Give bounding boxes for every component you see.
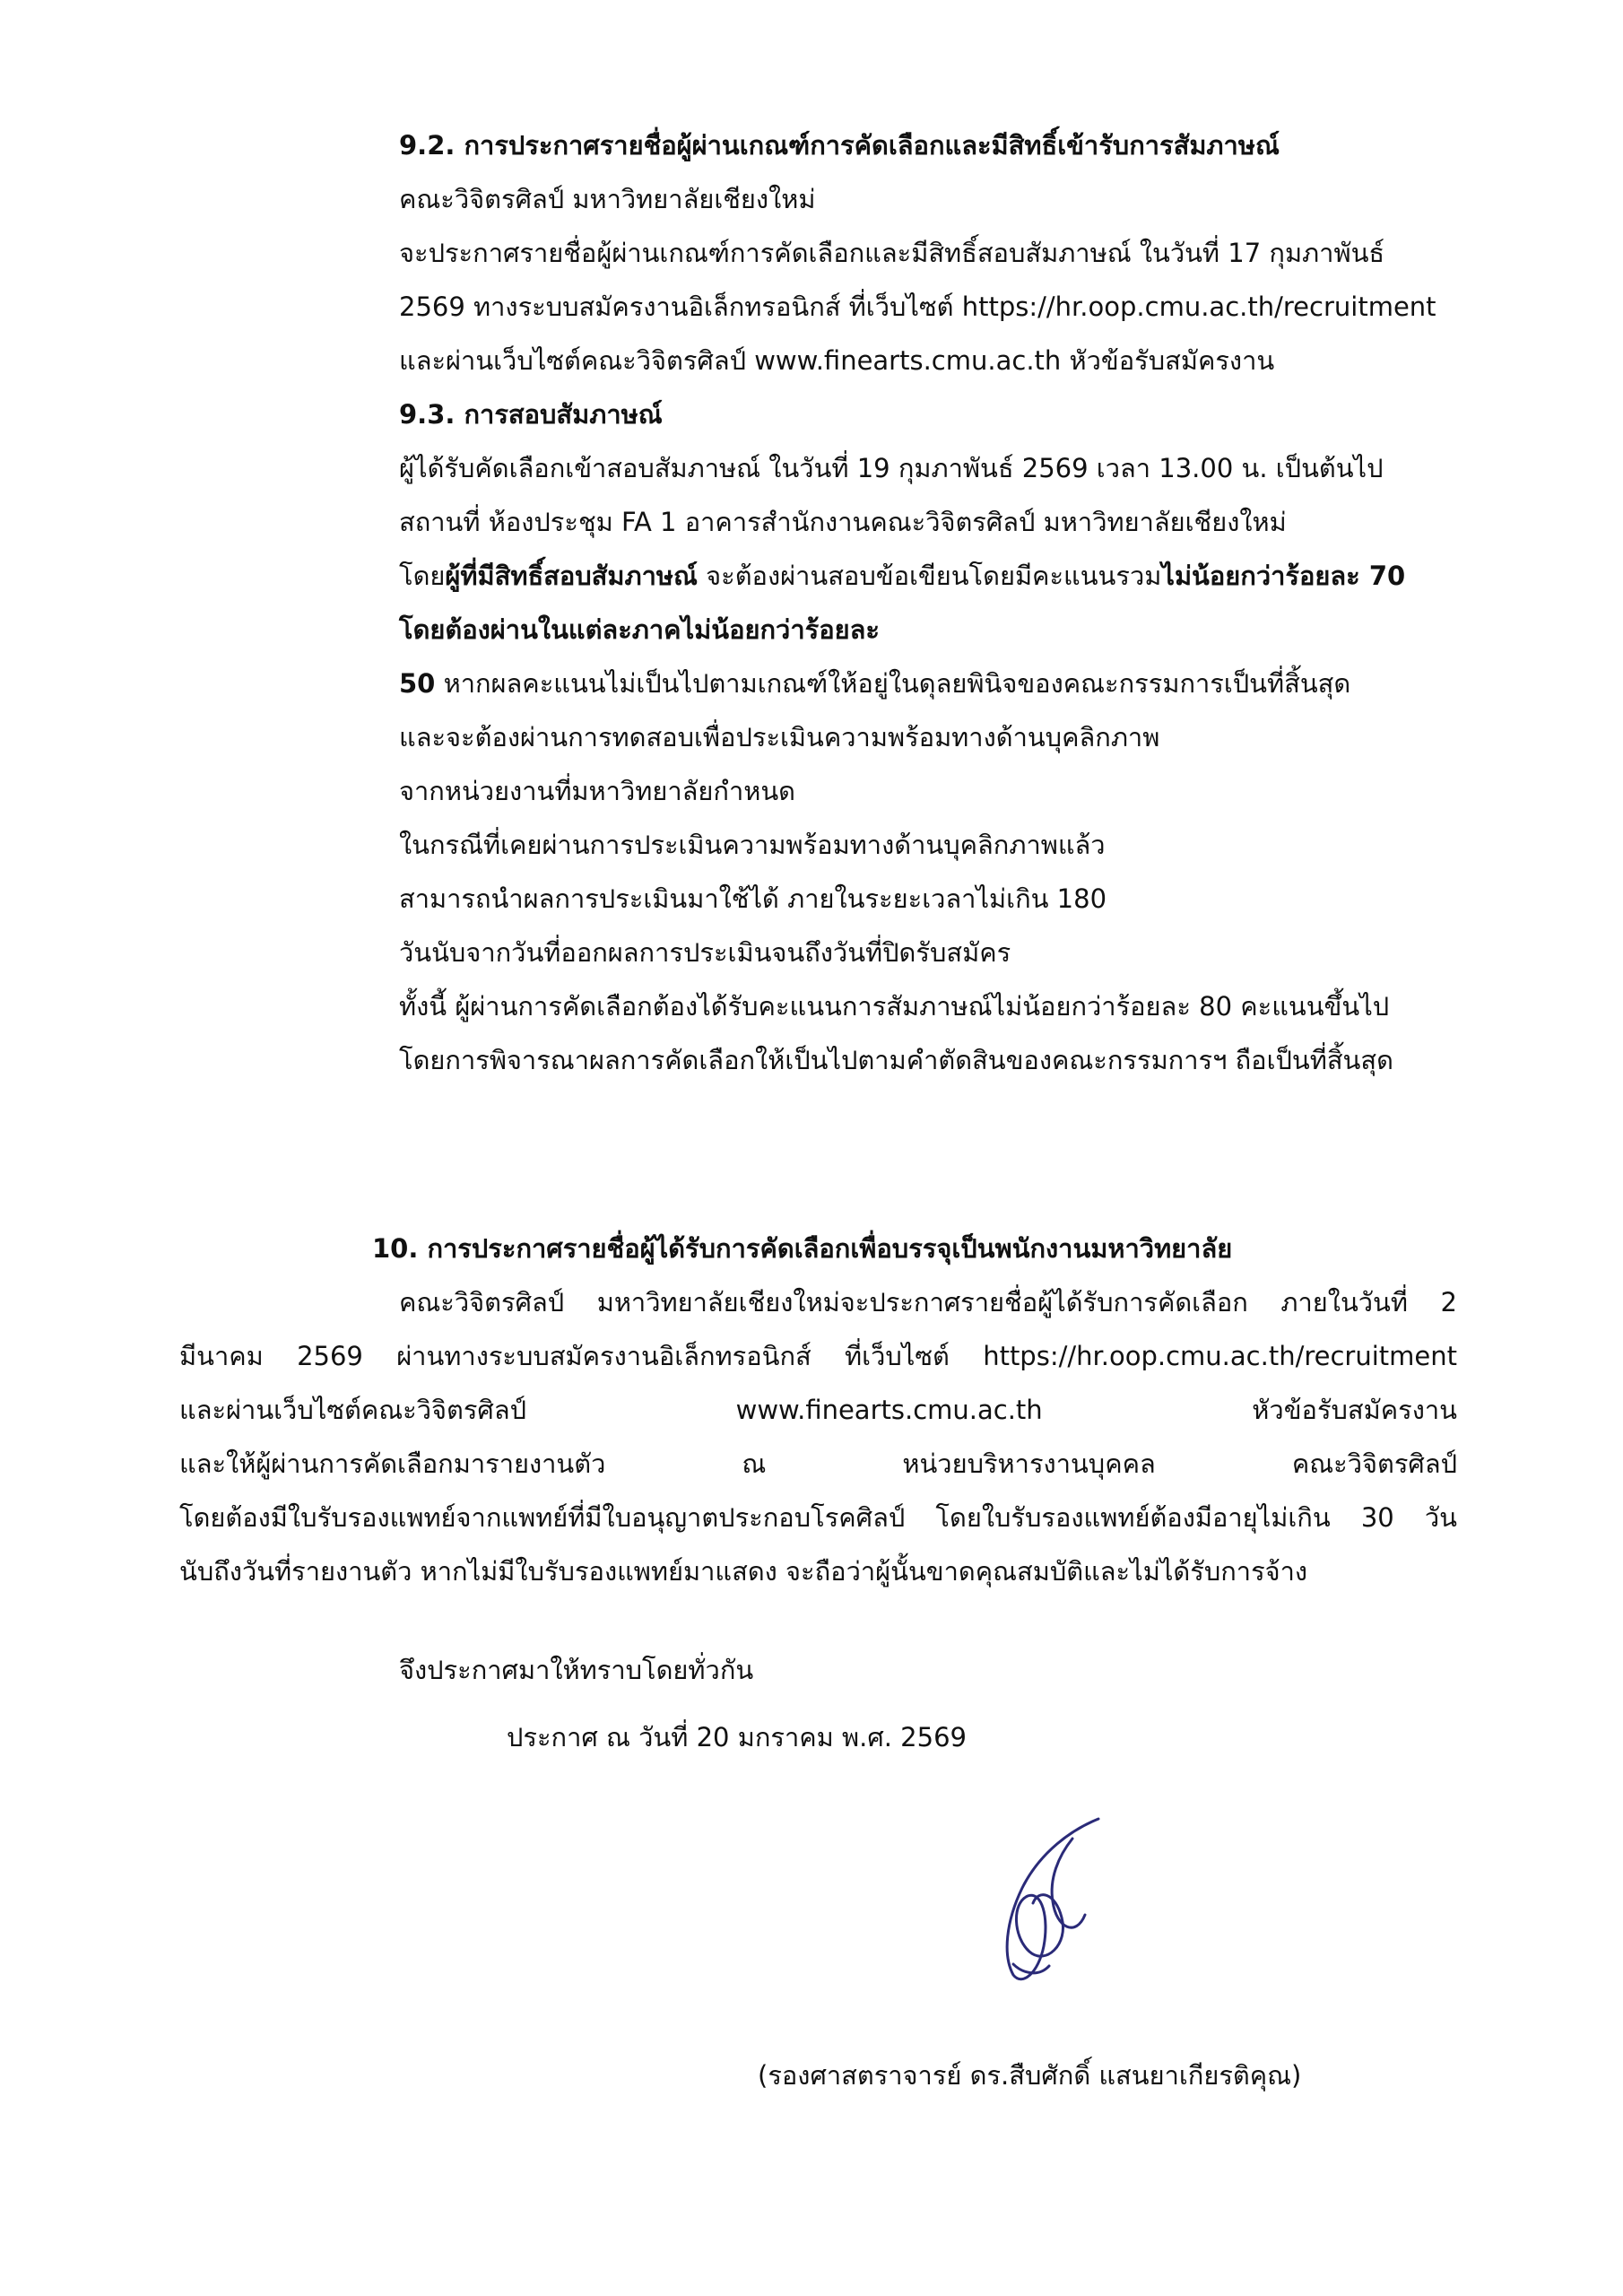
s10-l1-w4: 2: [1440, 1287, 1457, 1318]
section-10-heading: 10. การประกาศรายชื่อผู้ได้รับการคัดเลือกเพื่อบรรจุเป็นพนักงานมหาวิทยาลัย: [372, 1233, 1233, 1264]
s10-l4-w4: คณะวิจิตรศิลป์: [1291, 1448, 1457, 1479]
s10-l3-w3: หัวข้อรับสมัครงาน: [1252, 1395, 1457, 1425]
s93-line-3-bold-min: ไม่น้อยกว่าร้อยละ 70: [1161, 561, 1406, 591]
s10-l2-w2: 2569: [297, 1341, 363, 1371]
s93-line-3-bold-eligible: ผู้ที่มีสิทธิ์สอบสัมภาษณ์: [445, 561, 698, 591]
s10-line-3: [179, 1392, 1457, 1428]
section-9-2-heading: 9.2. การประกาศรายชื่อผู้ผ่านเกณฑ์การคัดเลือกและมีสิทธิ์เข้ารับการสัมภาษณ์: [399, 130, 1280, 161]
s10-l1-w2: มหาวิทยาลัยเชียงใหม่จะประกาศรายชื่อผู้ได้รับการคัดเลือก: [596, 1287, 1248, 1318]
s10-l5-w4: วัน: [1424, 1502, 1457, 1533]
s10-l4-w1: และให้ผู้ผ่านการคัดเลือกมารายงานตัว: [179, 1448, 606, 1479]
s10-line-1: [399, 1284, 1457, 1320]
s10-line-6: นับถึงวันที่รายงานตัว หากไม่มีใบรับรองแพทย์มาแสดง จะถือว่าผู้นั้นขาดคุณสมบัติและไม่ได้รับการจ้าง: [179, 1556, 1308, 1587]
s10-l3-w2: www.finearts.cmu.ac.th: [735, 1395, 1043, 1425]
s10-l2-w4: ที่เว็บไซต์: [845, 1341, 950, 1371]
s93-line-7: จากหน่วยงานที่มหาวิทยาลัยกำหนด: [399, 776, 796, 806]
s93-line-3: [399, 558, 1405, 594]
s10-line-5: [179, 1500, 1457, 1535]
s10-l2-w1: มีนาคม: [179, 1341, 264, 1371]
s10-l1-w1: คณะวิจิตรศิลป์: [399, 1287, 565, 1318]
s92-line-3: 2569 ทางระบบสมัครงานอิเล็กทรอนิกส์ ที่เว็บไซต์ https://hr.oop.cmu.ac.th/recruitment: [399, 291, 1436, 322]
s92-line-1: คณะวิจิตรศิลป์ มหาวิทยาลัยเชียงใหม่: [399, 184, 816, 214]
s10-l5-w1: โดยต้องมีใบรับรองแพทย์จากแพทย์ที่มีใบอนุญาตประกอบโรคศิลป์: [179, 1502, 906, 1533]
s10-l4-w2: ณ: [742, 1448, 767, 1479]
s92-line-2: จะประกาศรายชื่อผู้ผ่านเกณฑ์การคัดเลือกและมีสิทธิ์สอบสัมภาษณ์ ในวันที่ 17 กุมภาพันธ์: [399, 238, 1385, 268]
s93-line-12: โดยการพิจารณาผลการคัดเลือกให้เป็นไปตามคำตัดสินของคณะกรรมการฯ ถือเป็นที่สิ้นสุด: [399, 1045, 1393, 1075]
s93-line-10: วันนับจากวันที่ออกผลการประเมินจนถึงวันที่ปิดรับสมัคร: [399, 937, 1011, 968]
s10-l1-w3: ภายในวันที่: [1280, 1287, 1408, 1318]
s93-line-5: [399, 665, 1350, 701]
s10-l4-w3: หน่วยบริหารงานบุคคล: [902, 1448, 1156, 1479]
announce-date: ประกาศ ณ วันที่ 20 มกราคม พ.ศ. 2569: [507, 1722, 967, 1752]
signature-image: [986, 1803, 1112, 1991]
s93-line-9: สามารถนำผลการประเมินมาใช้ได้ ภายในระยะเวลาไม่เกิน 180: [399, 883, 1107, 914]
announce-line: จึงประกาศมาให้ทราบโดยทั่วกัน: [399, 1655, 754, 1685]
s10-l2-w5: https://hr.oop.cmu.ac.th/recruitment: [983, 1341, 1457, 1371]
s10-line-4: [179, 1446, 1457, 1482]
s93-line-3-mid: จะต้องผ่านสอบข้อเขียนโดยมีคะแนนรวม: [697, 561, 1162, 591]
s10-l3-w1: และผ่านเว็บไซต์คณะวิจิตรศิลป์: [179, 1395, 526, 1425]
s93-line-3-lead: โดย: [399, 561, 446, 591]
s93-line-6: และจะต้องผ่านการทดสอบเพื่อประเมินความพร้อมทางด้านบุคลิกภาพ: [399, 722, 1160, 752]
section-9-3-heading: 9.3. การสอบสัมภาษณ์: [399, 399, 663, 430]
s93-line-8: ในกรณีที่เคยผ่านการประเมินความพร้อมทางด้านบุคลิกภาพแล้ว: [399, 830, 1106, 860]
s93-line-4: โดยต้องผ่านในแต่ละภาคไม่น้อยกว่าร้อยละ: [399, 614, 880, 645]
s93-line-5-rest: หากผลคะแนนไม่เป็นไปตามเกณฑ์ให้อยู่ในดุลยพินิจของคณะกรรมการเป็นที่สิ้นสุด: [435, 668, 1351, 699]
s10-l5-w2: โดยใบรับรองแพทย์ต้องมีอายุไม่เกิน: [935, 1502, 1331, 1533]
s10-l2-w3: ผ่านทางระบบสมัครงานอิเล็กทรอนิกส์: [396, 1341, 812, 1371]
s93-line-5-bold-50: 50: [399, 668, 436, 699]
s93-line-11: ทั้งนี้ ผู้ผ่านการคัดเลือกต้องได้รับคะแนนการสัมภาษณ์ไม่น้อยกว่าร้อยละ 80 คะแนนขึ้นไป: [399, 991, 1390, 1022]
s10-line-2: [179, 1338, 1457, 1374]
s93-line-1: ผู้ได้รับคัดเลือกเข้าสอบสัมภาษณ์ ในวันที่ 19 กุมภาพันธ์ 2569 เวลา 13.00 น. เป็นต้นไป: [399, 453, 1384, 483]
s92-line-4: และผ่านเว็บไซต์คณะวิจิตรศิลป์ www.finearts.cmu.ac.th หัวข้อรับสมัครงาน: [399, 345, 1275, 376]
s93-line-2: สถานที่ ห้องประชุม FA 1 อาคารสำนักงานคณะวิจิตรศิลป์ มหาวิทยาลัยเชียงใหม่: [399, 507, 1287, 537]
signer-name: (รองศาสตราจารย์ ดร.สืบศักดิ์ แสนยาเกียรติคุณ): [758, 2060, 1302, 2091]
s10-l5-w3: 30: [1360, 1502, 1394, 1533]
